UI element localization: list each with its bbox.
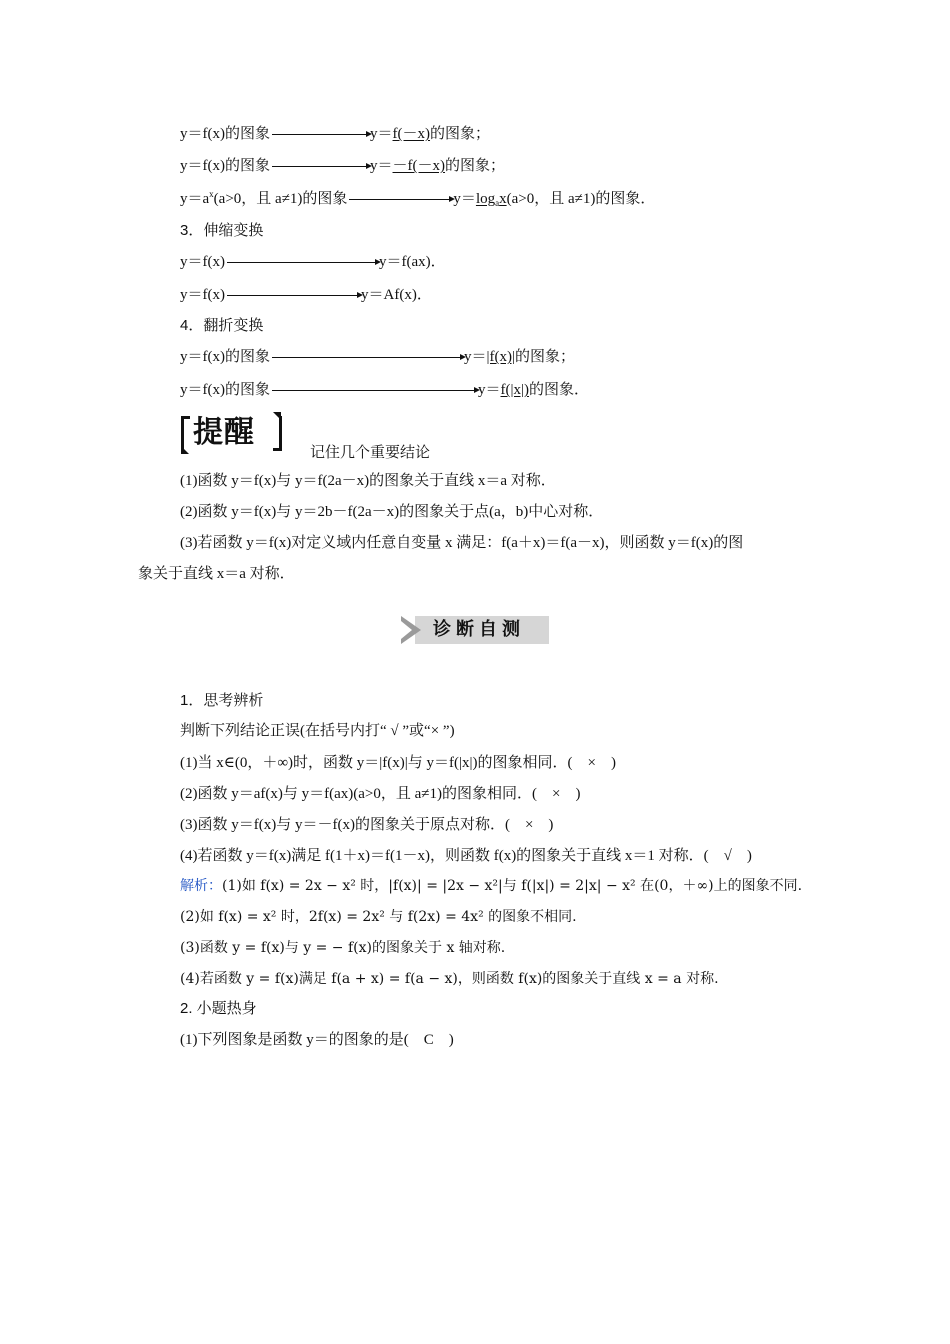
question-item: (1)下列图象是函数 y＝的图象的是( C ) bbox=[180, 1032, 454, 1048]
transform-line: y＝f(x) y＝Af(x)． bbox=[180, 287, 432, 303]
transform-line: y＝f(x)的图象 y＝f(|x|)的图象． bbox=[180, 382, 590, 398]
reminder-title: 记住几个重要结论 bbox=[310, 445, 431, 461]
analysis-line: (3)函数 y = f(x)与 y = − f(x)的图象关于 x 轴对称. bbox=[180, 940, 506, 956]
reminder-badge bbox=[181, 416, 281, 456]
section1-heading: 1．思考辨析 bbox=[180, 692, 264, 709]
section2-heading: 2. 小题热身 bbox=[180, 1000, 257, 1017]
section-banner bbox=[401, 616, 549, 644]
reminder-badge-label: 提醒 bbox=[193, 415, 255, 450]
reminder-item: (1)函数 y＝f(x)与 y＝f(2a－x)的图象关于直线 x＝a 对称． bbox=[180, 473, 556, 489]
section-heading-stretch: 3．伸缩变换 bbox=[180, 222, 264, 239]
reminder-item: (2)函数 y＝f(x)与 y＝2b－f(2a－x)的图象关于点(a，b)中心对称． bbox=[180, 504, 604, 520]
transform-line: y＝f(x) y＝f(ax)． bbox=[180, 254, 446, 270]
analysis-line: 解析：(1)如 f(x) = 2x − x² 时，|f(x)| = |2x − x²|与 f(|x|) = 2|x| − x² 在(0，＋∞)上的图象不同. bbox=[180, 878, 803, 894]
analysis-line: (2)如 f(x) = x² 时，2f(x) = 2x² 与 f(2x) = 4x² 的图象不相同. bbox=[180, 909, 577, 925]
reminder-item: 象关于直线 x＝a 对称． bbox=[138, 566, 295, 582]
transform-line: y＝f(x)的图象 y＝f(－x)的图象； bbox=[180, 126, 491, 142]
question-item: (4)若函数 y＝f(x)满足 f(1＋x)＝f(1－x)，则函数 f(x)的图象关于直线 x＝1 对称．( √ ) bbox=[180, 848, 752, 864]
transform-line: y＝f(x)的图象 y＝|f(x)|的图象； bbox=[180, 349, 576, 365]
banner-label: 诊断自测 bbox=[433, 619, 525, 640]
question-item: (1)当 x∈(0，＋∞)时，函数 y＝|f(x)|与 y＝f(|x|)的图象相同．( × ) bbox=[180, 755, 616, 771]
question-item: (2)函数 y＝af(x)与 y＝f(ax)(a>0，且 a≠1)的图象相同．( × ) bbox=[180, 786, 581, 802]
question-item: (3)函数 y＝f(x)与 y＝－f(x)的图象关于原点对称．( × ) bbox=[180, 817, 554, 833]
transform-line: y＝f(x)的图象 y＝－f(－x)的图象； bbox=[180, 158, 506, 174]
section-heading-flip: 4．翻折变换 bbox=[180, 317, 264, 334]
reminder-item: (3)若函数 y＝f(x)对定义域内任意自变量 x 满足：f(a＋x)＝f(a－x)，则函数 y＝f(x)的图 bbox=[180, 535, 744, 551]
transform-line: $y=a^x(a>0$，且 a≠1)的图象 $y=\log_ax(a>0$，且 a≠1)的图象． bbox=[180, 189, 656, 208]
section1-instruction: 判断下列结论正误(在括号内打“ √ ”或“× ”) bbox=[180, 723, 455, 739]
analysis-line: (4)若函数 y = f(x)满足 f(a + x) = f(a − x)，则函数 f(x)的图象关于直线 x = a 对称. bbox=[180, 971, 719, 987]
analysis-label: 解析： bbox=[180, 878, 222, 894]
